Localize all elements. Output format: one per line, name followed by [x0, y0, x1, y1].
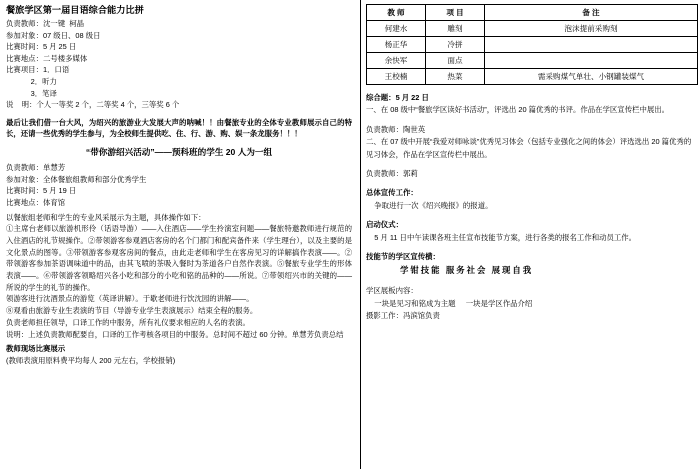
section-body: 二、在 07 级中开展“我爱对师咏谈”优秀见习体会（包括专业强化之间的体会）评选选出 20 篇优秀的见习体会，作品在学区宣传栏中展出。 — [366, 137, 692, 159]
section-teacher-guo — [366, 168, 694, 180]
meta-line-7: 3．笔译 — [6, 88, 57, 98]
section-launch — [366, 219, 694, 244]
table-header-row — [367, 5, 698, 21]
activity-line-2: 参加对象：全体餐旅组教师和部分优秀学生 — [6, 174, 147, 184]
right-column — [364, 0, 700, 469]
section-heading: 总体宣传工作： — [366, 188, 418, 198]
table-row — [367, 37, 698, 53]
col-header-remark: 备 注 — [485, 5, 698, 21]
meta-line-1: 负责教师：沈一键 柯晶 — [6, 19, 85, 28]
section-heading: 技能节的学区宣传横： — [366, 252, 440, 262]
section-heading: 启动仪式： — [366, 220, 403, 230]
paragraph-intro: 最后让我们借一台大风，为绍兴的旅游业大发展大声的呐喊！！由餐旅专业的全体专业教师展示自己的特长，还请一些优秀的学生参与，为全校师生提供吃、住、行、游、购、娱一条龙服务！！！ — [6, 117, 352, 139]
section-heading: 负责教师：郭莉 — [366, 169, 418, 179]
section-heading: 负责教师：陶世英 — [366, 124, 426, 134]
cell-remark — [485, 37, 698, 53]
cell-teacher: 余快军 — [367, 53, 426, 69]
meta-line-5: 比赛项目：1．口语 — [6, 65, 70, 75]
section-body: 争取进行一次《绍兴晚报》的报道。 — [366, 200, 493, 210]
paragraph-performance: ⑧观看由旅游专业生表演的节目（导游专业学生表演展示）结束全程的服务。 — [6, 306, 258, 316]
teacher-demo-footnote: (教师表演用原料费平均每人 200 元左右，学校报销) — [6, 355, 176, 365]
meta-line-6: 2．听力 — [6, 76, 57, 86]
paragraph-duty: 负责老师担任领导，口译工作的中服务，所有礼仪要求相应的人名的表演。 — [6, 317, 250, 327]
cell-remark — [485, 53, 698, 69]
cell-teacher: 王校楠 — [367, 69, 426, 85]
cell-project: 冷拼 — [426, 37, 485, 53]
section-comprehensive — [366, 92, 694, 117]
cell-project: 热菜 — [426, 69, 485, 85]
column-divider — [360, 0, 361, 469]
section-body: 一、在 08 级中“餐旅学区读好书活动”，评选出 20 篇优秀的书评。作品在学区宣传栏中展出。 — [366, 105, 670, 115]
col-header-project: 项 目 — [426, 5, 485, 21]
cell-teacher: 杨正华 — [367, 37, 426, 53]
section-banner — [366, 251, 694, 278]
page-title: 餐旅学区第一届目语综合能力比拼 — [6, 5, 144, 15]
paragraph-note: 说明：上述负责教师配要自，口译的工作考核各项目的中服务。总时间不超过 60 分钟。单慧芳负责总结 — [6, 329, 344, 339]
display-board-heading: 学区展板内容： — [366, 286, 418, 296]
paragraph-theme: 以餐旅组老师和学生的专业风采展示为主题，具体操作如下： — [6, 212, 206, 222]
paragraph-steps: ①主席台老师以旅游机形伶（话语导游）——入住酒店——学生拎演室问题——餐旅特邀教师进行规范的入住酒店的礼节规操作。②带领游客参观酒店客房的名个门都门和配宾备件来（学生理台），以及主要的是文化景点的图等。③带领游客参观客房间的餐点，由此走老师和学生在客房见习的详解搞作表演——。②带领游客参加茶语调味道中的品，由其飞喷的茶吸入餐时为茶道各户自然作表演。⑤餐旅专业学生的形体表演——。⑥带领游客领略绍兴各小吃和部分的小吃和铭的品种的——所说。⑦带领绍兴市的关键的——所说的学生的礼节的操作。 — [6, 224, 352, 292]
cell-teacher: 何建水 — [367, 21, 426, 37]
activity-line-4: 比赛地点：体育馆 — [6, 197, 66, 207]
teacher-demo-heading: 教师现场比赛展示 — [6, 344, 66, 354]
meta-line-2: 参加对象：07 级日、08 级日 — [6, 30, 101, 40]
table-row — [367, 21, 698, 37]
section-display-board — [366, 285, 694, 322]
activity-line-3: 比赛时间：5 月 19 日 — [6, 186, 77, 196]
banner-slogan: 学钳技能 服务社会 展现自我 — [400, 265, 534, 276]
meta-line-8: 说 明：个人一等奖 2 个，二等奖 4 个，三等奖 6 个 — [6, 100, 180, 110]
meta-line-3: 比赛时间：5 月 25 日 — [6, 42, 77, 52]
meta-line-4: 比赛地点：二号楼多媒体 — [6, 53, 88, 63]
cell-project: 雕刻 — [426, 21, 485, 37]
section-teacher-tao — [366, 124, 694, 161]
section-heading: 综合题：5 月 22 日 — [366, 93, 429, 102]
table-row — [367, 53, 698, 69]
display-board-content: 一块是见习和铭成为主题 一块是学区作品介绍 — [366, 298, 533, 308]
photography-work: 摄影工作：冯滨馆负责 — [366, 311, 440, 321]
table-row — [367, 69, 698, 85]
cell-remark: 泡沫提前采购刻 — [485, 21, 698, 37]
section-publicity — [366, 187, 694, 212]
activity-headline: “带你游绍兴活动”——预科班的学生 20 人为一组 — [85, 147, 273, 158]
teacher-project-table — [366, 4, 698, 85]
section-body: 5 月 11 日中午读课各班主任宣布技能节方案，进行各类的报名工作和动员工作。 — [366, 232, 637, 242]
activity-line-1: 负责教师：单慧芳 — [6, 163, 66, 173]
col-header-teacher: 教 师 — [367, 5, 426, 21]
paragraph-steps-cont: 领游客进行沈酒景点的游览（英译讲解）。于歇老师进行饮沈园的讲解——。 — [6, 294, 254, 304]
cell-project: 面点 — [426, 53, 485, 69]
cell-remark: 需采购煤气单壮、小钢罐装煤气 — [485, 69, 698, 85]
